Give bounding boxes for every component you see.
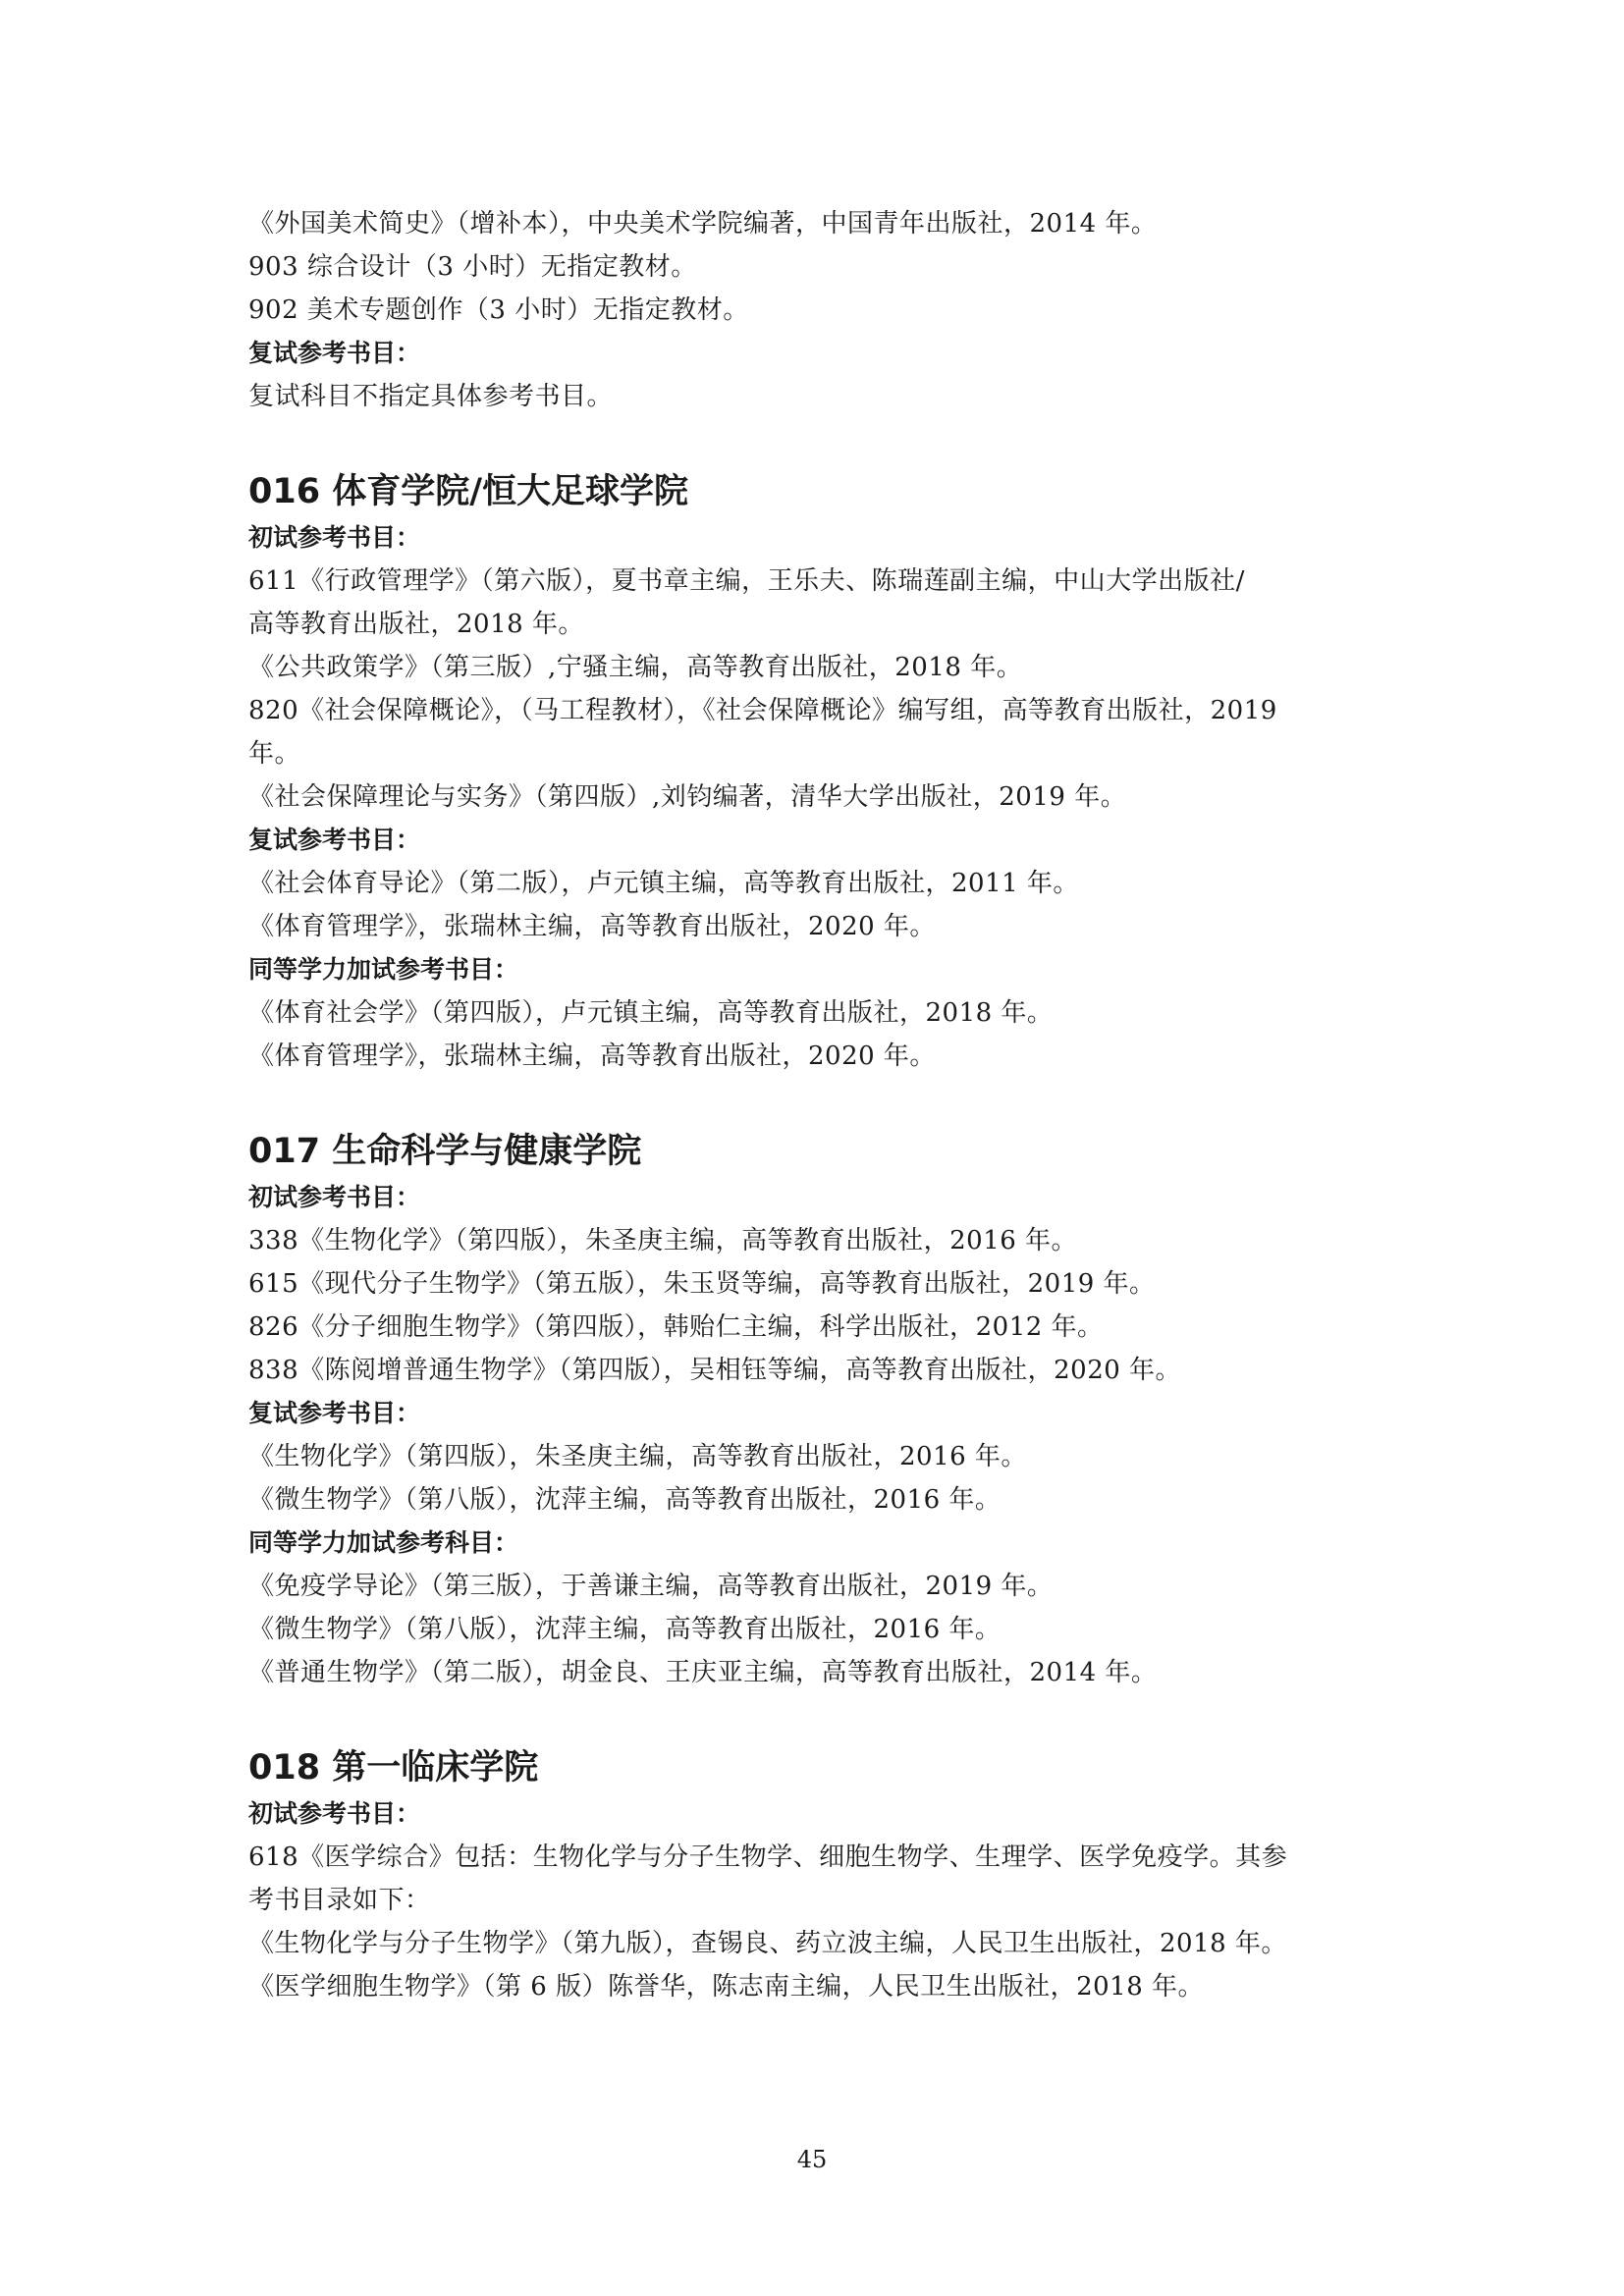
spacer [248,418,1397,467]
text-line: 《生物化学》（第四版），朱圣庚主编，高等教育出版社，2016 年。 [248,1442,1027,1471]
text-line: 高等教育出版社，2018 年。 [248,610,584,639]
text-line: 《免疫学导论》（第三版），于善谦主编，高等教育出版社，2019 年。 [248,1572,1054,1601]
retest-heading: 复试参考书目： [248,826,421,854]
text-line: 复试科目不指定具体参考书目。 [248,382,614,411]
section-title-016: 016 体育学院/恒大足球学院 [248,472,689,511]
text-line: 611《行政管理学》（第六版），夏书章主编，王乐夫、陈瑞莲副主编，中山大学出版社/ [248,566,1245,596]
section-title-018: 018 第一临床学院 [248,1748,539,1788]
text-line: 《普通生物学》（第二版），胡金良、王庆亚主编，高等教育出版社，2014 年。 [248,1658,1158,1687]
text-line: 《微生物学》（第八版），沈萍主编，高等教育出版社，2016 年。 [248,1485,1001,1515]
text-line: 《体育社会学》（第四版），卢元镇主编，高等教育出版社，2018 年。 [248,998,1054,1028]
spacer [248,1078,1397,1127]
text-line: 338《生物化学》（第四版），朱圣庚主编，高等教育出版社，2016 年。 [248,1226,1078,1255]
page-number: 45 [796,2146,828,2173]
text-line: 《医学细胞生物学》（第 6 版）陈誉华，陈志南主编，人民卫生出版社，2018 年。 [248,1972,1205,2002]
text-line: 618《医学综合》包括：生物化学与分子生物学、细胞生物学、生理学、医学免疫学。其参 [248,1842,1288,1872]
text-line: 《微生物学》（第八版），沈萍主编，高等教育出版社，2016 年。 [248,1615,1001,1644]
text-line: 《公共政策学》（第三版）,宁骚主编，高等教育出版社，2018 年。 [248,653,1023,682]
spacer [248,1694,1397,1743]
initial-heading: 初试参考书目： [248,1799,421,1828]
text-line: 考书目录如下： [248,1886,431,1915]
text-line: 838《陈阅增普通生物学》（第四版），吴相钰等编，高等教育出版社，2020 年。 [248,1356,1182,1385]
text-line: 《体育管理学》，张瑞林主编，高等教育出版社，2020 年。 [248,1041,936,1071]
text-line: 903 综合设计（3 小时）无指定教材。 [248,252,697,282]
extra-exam-heading: 同等学力加试参考书目： [248,955,519,984]
text-line: 615《现代分子生物学》（第五版），朱玉贤等编，高等教育出版社，2019 年。 [248,1269,1156,1299]
page-content [248,202,1397,2008]
text-line: 820《社会保障概论》，（马工程教材），《社会保障概论》编写组，高等教育出版社，2019 [248,696,1277,725]
retest-heading: 复试参考书目： [248,339,421,367]
text-line: 《外国美术简史》（增补本），中央美术学院编著，中国青年出版社，2014 年。 [248,209,1158,239]
extra-exam-heading: 同等学力加试参考科目： [248,1528,519,1557]
text-line: 《体育管理学》，张瑞林主编，高等教育出版社，2020 年。 [248,912,936,941]
text-line: 《生物化学与分子生物学》（第九版），查锡良、药立波主编，人民卫生出版社，2018 年。 [248,1929,1287,1958]
text-line: 《社会保障理论与实务》（第四版）,刘钧编著，清华大学出版社，2019 年。 [248,782,1127,812]
text-line: 902 美术专题创作（3 小时）无指定教材。 [248,295,749,325]
text-line: 《社会体育导论》（第二版），卢元镇主编，高等教育出版社，2011 年。 [248,869,1079,898]
text-line: 年。 [248,739,301,769]
initial-heading: 初试参考书目： [248,1183,421,1211]
section-title-017: 017 生命科学与健康学院 [248,1132,642,1171]
retest-heading: 复试参考书目： [248,1399,421,1427]
text-line: 826《分子细胞生物学》（第四版），韩贻仁主编，科学出版社，2012 年。 [248,1312,1104,1342]
initial-heading: 初试参考书目： [248,523,421,552]
